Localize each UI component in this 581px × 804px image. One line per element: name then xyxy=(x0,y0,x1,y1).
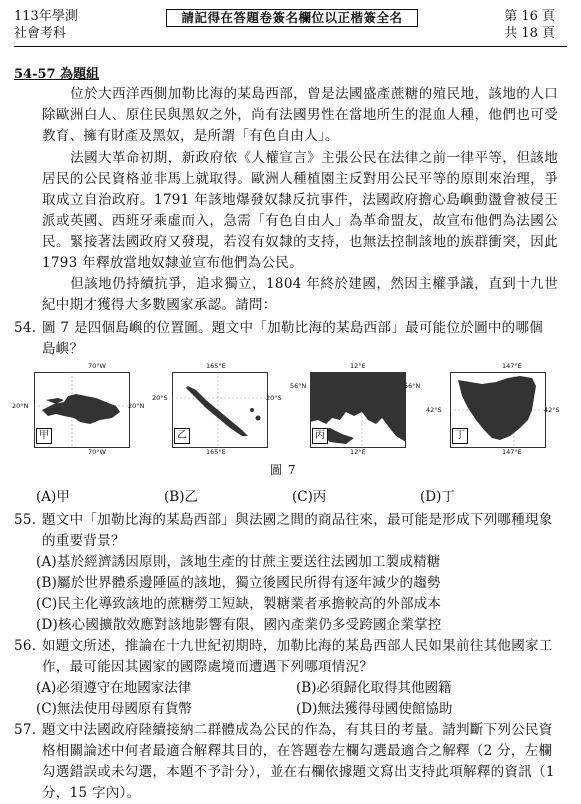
option-a[interactable]: (A)甲 xyxy=(36,489,70,505)
passage-text-3: 但該地仍持續抗爭，追求獨立，1804 年終於建國，然因主權爭議，直到十九世紀中期才獲得大多數國家承認。請問： xyxy=(42,276,558,313)
coord-right: 20°S xyxy=(266,394,282,402)
exam-year: 113年學測 xyxy=(14,9,78,24)
passage-paragraph-3 xyxy=(42,274,558,316)
coord-right: 42°S xyxy=(544,406,560,414)
coord-top: 70°W xyxy=(88,362,106,370)
question-group-label: 54-57 為題組 xyxy=(14,67,100,82)
coord-top: 147°E xyxy=(502,362,522,370)
passage-text-1: 位於大西洋西側加勒比海的某島西部，曾是法國盛產蔗糖的殖民地，該地的人口除歐洲白人、原住民與黑奴之外，尚有法國男性在當地所生的混血人種，他們也可受教育、擁有財產及黑奴，是所謂「有色自由人」。 xyxy=(42,86,558,144)
question-number: 55. xyxy=(14,512,37,528)
coord-bottom: 70°W xyxy=(88,448,106,456)
question-57 xyxy=(14,720,562,804)
option-d[interactable]: (D)無法獲得母國使館協助 xyxy=(296,701,453,717)
coord-right: 56°N xyxy=(404,382,421,390)
question-number: 54. xyxy=(14,320,37,336)
question-56 xyxy=(14,636,562,678)
map-tag: 乙 xyxy=(174,428,190,444)
coord-top: 12°E xyxy=(350,362,366,370)
map-ding xyxy=(426,360,560,460)
coord-bottom: 165°E xyxy=(206,448,226,456)
figure-caption: 圖 7 xyxy=(270,463,297,477)
coord-right: 20°N xyxy=(128,402,145,410)
option-a[interactable]: (A)基於經濟誘因原則，該地生產的甘蔗主要送往法國加工製成精糖 xyxy=(36,554,441,570)
map-tag: 丙 xyxy=(312,428,328,444)
question-text: 圖 7 是四個島嶼的位置圖。題文中「加勒比海的某島西部」最可能位於圖中的哪個島嶼？ xyxy=(42,320,544,357)
option-b[interactable]: (B)乙 xyxy=(164,489,198,505)
passage-paragraph-2 xyxy=(42,148,558,274)
page-number: 第 16 頁 xyxy=(504,9,555,24)
coord-top: 165°E xyxy=(206,362,226,370)
question-number: 56. xyxy=(14,638,37,654)
coord-bottom: 12°E xyxy=(350,448,366,456)
option-c[interactable]: (C)丙 xyxy=(292,489,327,505)
map-yi xyxy=(152,360,282,460)
coord-bottom: 147°E xyxy=(502,448,522,456)
coord-left: 56°N xyxy=(290,382,307,390)
option-c[interactable]: (C)無法使用母國原有貨幣 xyxy=(36,701,192,717)
option-d[interactable]: (D)丁 xyxy=(420,489,455,505)
question-text: 如題文所述，推論在十九世紀初期時，加勒比海的某島西部人民如果前往其他國家工作，最可能因其國家的國際處境而遭遇下列哪項情況？ xyxy=(42,638,553,675)
map-tag: 甲 xyxy=(36,428,52,444)
option-a[interactable]: (A)必須遵守在地國家法律 xyxy=(36,680,192,696)
option-c[interactable]: (C)民主化導致該地的蔗糖勞工短缺，製糖業者承擔較高的外部成本 xyxy=(36,596,442,612)
exam-subject: 社會考科 xyxy=(14,26,67,41)
question-number: 57. xyxy=(14,722,37,738)
question-55 xyxy=(14,510,562,552)
coord-left: 42°S xyxy=(426,406,442,414)
map-jia xyxy=(12,360,145,460)
option-d[interactable]: (D)核心國擴散效應對該地影響有限，國內產業仍多受跨國企業掌控 xyxy=(36,617,442,633)
page-total: 共 18 頁 xyxy=(504,26,555,41)
header-divider xyxy=(14,46,567,47)
header-left xyxy=(14,8,78,42)
map-bing xyxy=(290,360,421,460)
question-text: 題文中「加勒比海的某島西部」與法國之間的商品往來，最可能是形成下列哪種現象的重要背景？ xyxy=(42,512,553,549)
header-right xyxy=(504,8,555,42)
question-54-options xyxy=(36,485,556,506)
passage-text-2: 法國大革命初期，新政府依《人權宣言》主張公民在法律之前一律平等，但該地居民的公民資格並非馬上就取得。歐洲人種植園主反對用公民平等的原則來治理，爭取成立自治政府。1791 年該地爆發奴隸反抗事件，法國政府擔心島嶼動盪會被侵王派或英國、西班牙乘虛而入，急需「有色自由人」為革命盟友，故宣布他們為法國公民。緊接著法國政府又發現，若沒有奴隸的支持，也無法控制該地的族群衝突，因此 1793 年釋放當地奴隸並宣布他們為公民。 xyxy=(42,150,558,271)
coord-left: 20°N xyxy=(12,402,29,410)
option-b[interactable]: (B)屬於世界體系邊陲區的該地，獨立後國民所得有逐年減少的趨勢 xyxy=(36,575,441,591)
question-text: 題文中法國政府陸續接納二群體成為公民的作為，有其目的考量。請判斷下列公民資格相關論述中何者最適合解釋其目的，在答題卷左欄勾選最適合之解釋（2 分，左欄勾選錯誤或未勾選，本題不予計分），並在右欄依據題文寫出支持此項解釋的資訊（1 分，15 字內）。 xyxy=(42,722,555,801)
signature-notice: 請記得在答題卷簽名欄位以正楷簽全名 xyxy=(166,9,418,27)
coord-left: 20°S xyxy=(152,394,168,402)
passage-paragraph-1 xyxy=(42,84,558,147)
map-tag: 丁 xyxy=(452,428,468,444)
question-54 xyxy=(14,318,562,360)
option-b[interactable]: (B)必須歸化取得其他國籍 xyxy=(296,680,452,696)
